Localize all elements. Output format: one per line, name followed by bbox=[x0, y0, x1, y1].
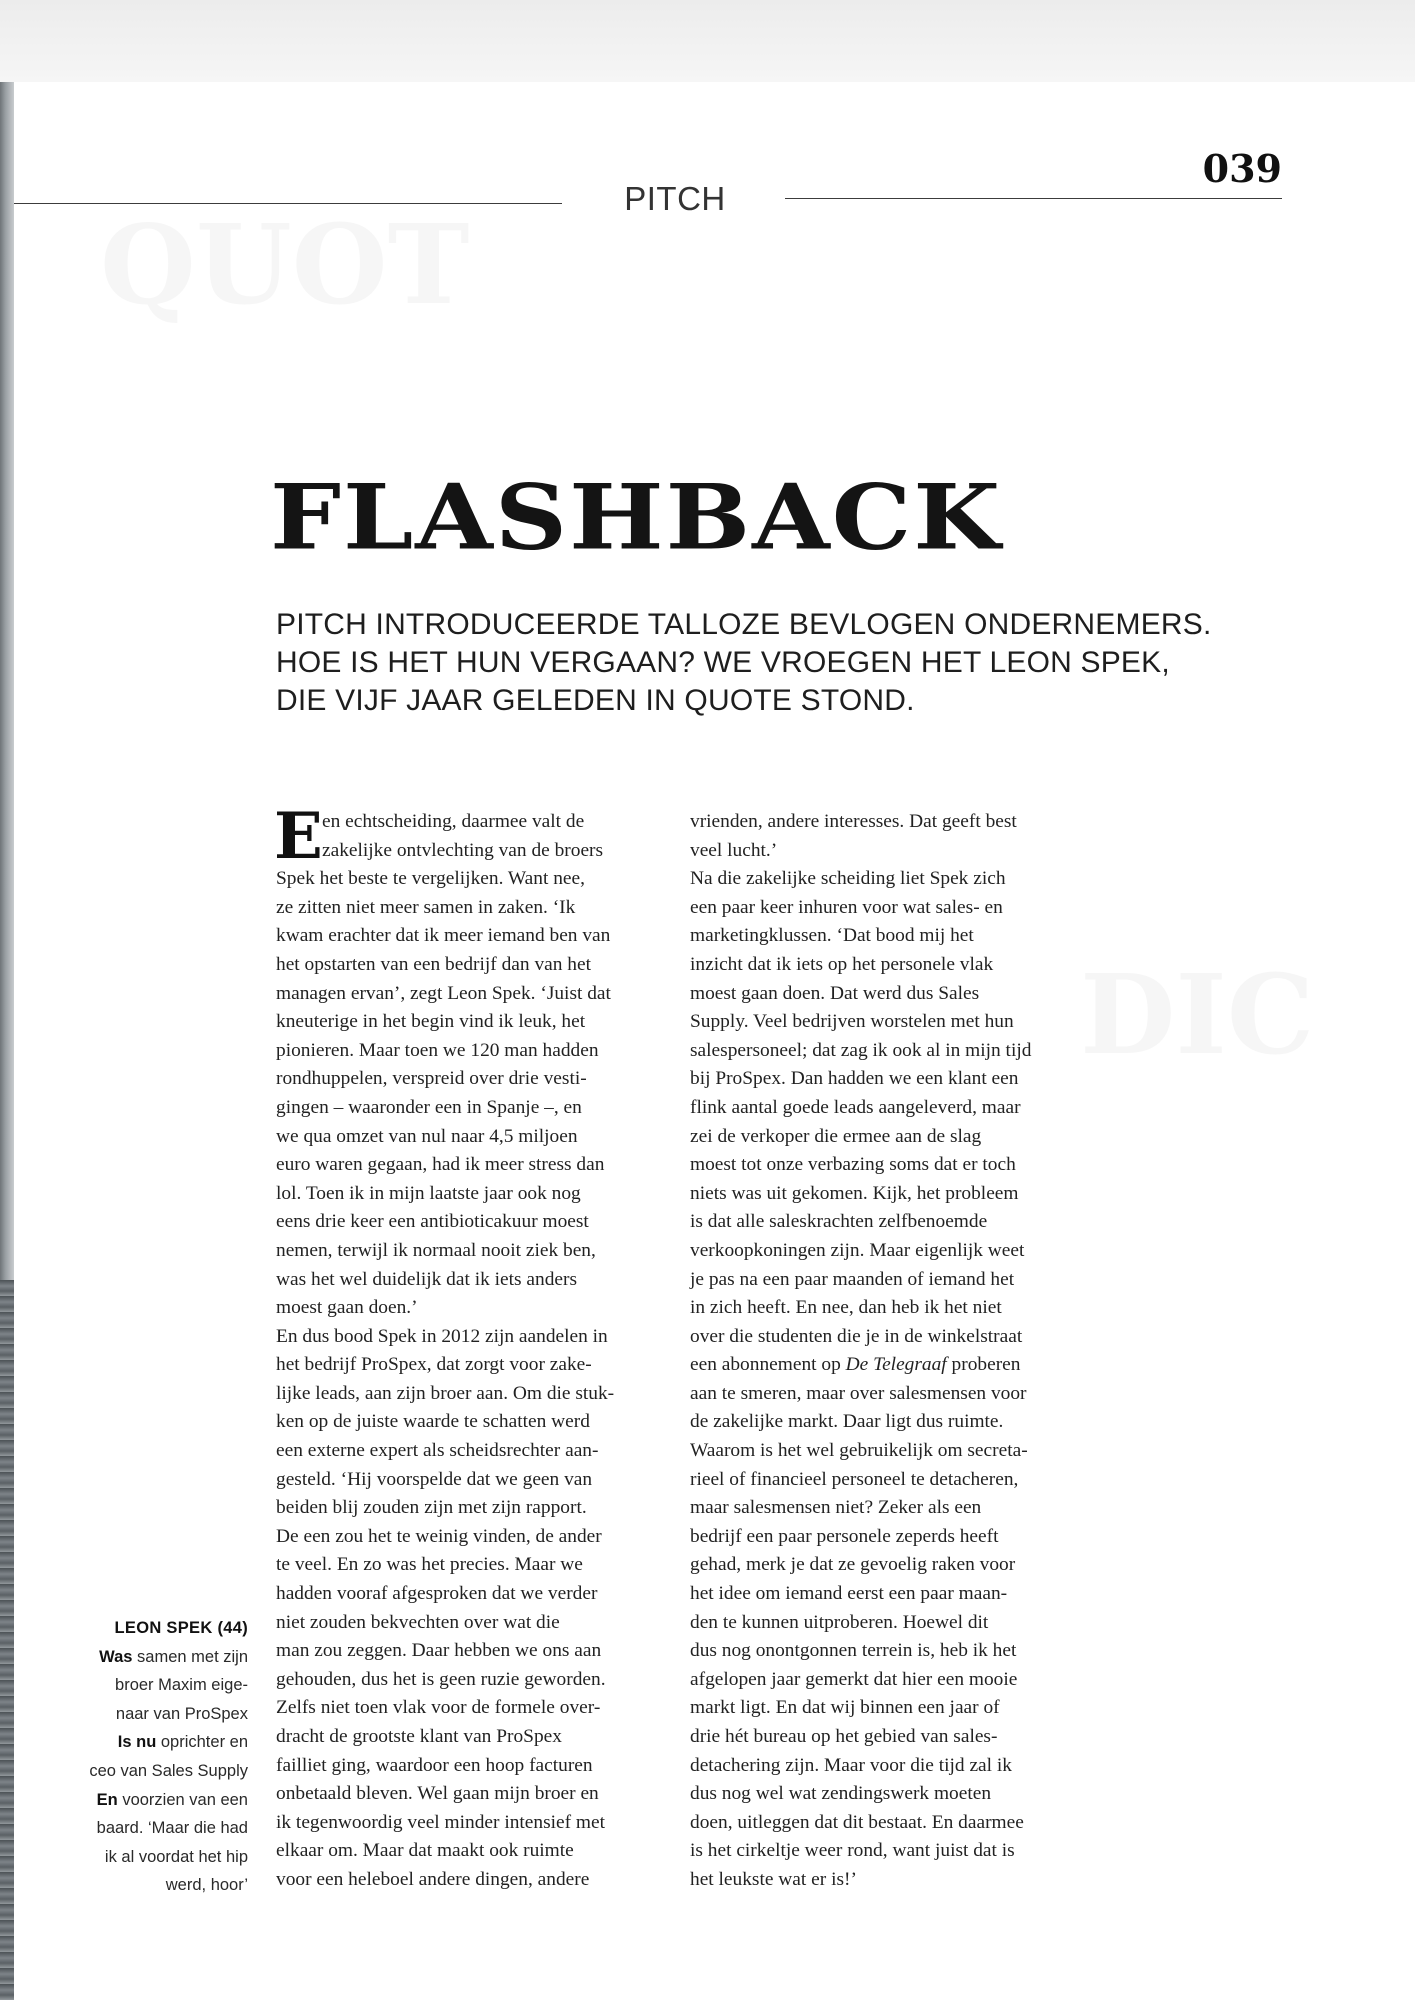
body-text-line: man zou zeggen. Daar hebben we ons aan bbox=[276, 1640, 602, 1662]
body-text-line: dus nog onontgonnen terrein is, heb ik het bbox=[690, 1640, 1017, 1662]
show-through-text bbox=[1080, 960, 1314, 1070]
body-text-line: rondhuppelen, verspreid over drie vesti- bbox=[276, 1068, 587, 1090]
body-text-line: doen, uitleggen dat dit bestaat. En daarmee bbox=[690, 1811, 1024, 1833]
body-text-line: een abonnement op De Telegraaf proberen bbox=[690, 1354, 1021, 1376]
body-text-line: aan te smeren, maar over salesmensen voor bbox=[690, 1382, 1027, 1404]
profile-label: Is nu bbox=[117, 1733, 157, 1752]
body-column-2 bbox=[690, 808, 1090, 1895]
profile-line bbox=[60, 1871, 248, 1900]
body-text-line: lol. Toen ik in mijn laatste jaar ook nog bbox=[276, 1182, 581, 1204]
body-text-line: bedrijf een paar personele zeperds heeft bbox=[690, 1525, 999, 1547]
body-text-line: dracht de grootste klant van ProSpex bbox=[276, 1726, 562, 1747]
body-text-line: is het cirkeltje weer rond, want juist dat is bbox=[690, 1840, 1015, 1862]
body-text-line: een externe expert als scheidsrechter aan- bbox=[276, 1440, 599, 1462]
body-text-line: gesteld. ‘Hij voorspelde dat we geen van bbox=[276, 1468, 593, 1490]
body-text-line: pionieren. Maar toen we 120 man hadden bbox=[276, 1039, 599, 1061]
body-text-line: is dat alle saleskrachten zelfbenoemde bbox=[690, 1211, 988, 1233]
body-text-line: failliet ging, waardoor een hoop facturen bbox=[276, 1754, 593, 1776]
profile-label: En bbox=[96, 1790, 118, 1809]
intro-line: HOE IS HET HUN VERGAAN? WE VROEGEN HET LEON SPEK, bbox=[276, 646, 1170, 679]
profile-text: samen met zijn bbox=[132, 1647, 248, 1666]
body-text-line: marketingklussen. ‘Dat bood mij het bbox=[690, 925, 974, 947]
body-text-line: hadden vooraf afgesproken dat we verder bbox=[276, 1583, 598, 1605]
body-text-line: en echtscheiding, daarmee valt de bbox=[322, 811, 585, 832]
body-text-line: maar salesmensen niet? Zeker als een bbox=[690, 1497, 982, 1519]
body-text-line: vrienden, andere interesses. Dat geeft best bbox=[690, 811, 1017, 832]
page-edge-photo bbox=[0, 1280, 14, 2000]
body-text-line: een paar keer inhuren voor wat sales- en bbox=[690, 896, 1003, 918]
body-text-line: flink aantal goede leads aangeleverd, maar bbox=[690, 1096, 1021, 1118]
header-rule-left bbox=[14, 203, 562, 204]
body-text-line: detachering zijn. Maar voor die tijd zal ik bbox=[690, 1754, 1012, 1776]
body-text-line: je pas na een paar maanden of iemand het bbox=[690, 1268, 1015, 1290]
body-text-line: zakelijke ontvlechting van de broers bbox=[322, 839, 604, 861]
profile-line bbox=[60, 1814, 248, 1843]
body-text-line: het leukste wat er is!’ bbox=[690, 1868, 857, 1890]
body-text-line: over die studenten die je in de winkelstraat bbox=[690, 1325, 1023, 1347]
body-text-line: het opstarten van een bedrijf dan van het bbox=[276, 953, 591, 975]
profile-label: Was bbox=[99, 1647, 133, 1666]
body-text-line: kneuterige in het begin vind ik leuk, het bbox=[276, 1011, 586, 1033]
article-intro bbox=[276, 606, 1212, 720]
profile-text: baard. ‘Maar die had bbox=[96, 1819, 248, 1838]
body-text-line: ze zitten niet meer samen in zaken. ‘Ik bbox=[276, 896, 576, 918]
body-text-line: in zich heeft. En nee, dan heb ik het niet bbox=[690, 1297, 1002, 1319]
body-text-line: lijke leads, aan zijn broer aan. Om die stuk- bbox=[276, 1382, 615, 1404]
profile-text: ik al voordat het hip bbox=[104, 1847, 248, 1866]
drop-cap: E bbox=[274, 799, 323, 874]
body-text-line: salespersoneel; dat zag ik ook al in mijn tijd bbox=[690, 1039, 1032, 1061]
body-text-line: moest gaan doen. Dat werd dus Sales bbox=[690, 982, 980, 1004]
body-text-line: gingen – waaronder een in Spanje –, en bbox=[276, 1096, 582, 1118]
profile-text: oprichter en bbox=[156, 1733, 248, 1752]
body-text-line: De een zou het te weinig vinden, de ander bbox=[276, 1525, 602, 1547]
scan-background bbox=[0, 0, 1415, 82]
body-text-line: ken op de juiste waarde te schatten werd bbox=[276, 1411, 590, 1433]
body-text-line: te veel. En zo was het precies. Maar we bbox=[276, 1554, 583, 1576]
body-text-line: drie hét bureau op het gebied van sales- bbox=[690, 1726, 998, 1747]
body-text-line: was het wel duidelijk dat ik iets anders bbox=[276, 1268, 578, 1290]
body-text-line: managen ervan’, zegt Leon Spek. ‘Juist dat bbox=[276, 982, 611, 1004]
body-text-line: het idee om iemand eerst een paar maan- bbox=[690, 1583, 1008, 1605]
profile-line bbox=[60, 1843, 248, 1872]
body-text-line: zei de verkoper die ermee aan de slag bbox=[690, 1125, 982, 1147]
body-text-line: beiden blij zouden zijn met zijn rapport. bbox=[276, 1497, 587, 1519]
body-text-line: inzicht dat ik iets op het personele vlak bbox=[690, 953, 994, 975]
body-text-line: de zakelijke markt. Daar ligt dus ruimte. bbox=[690, 1411, 1004, 1433]
body-text-line: den te kunnen uitproberen. Hoewel dit bbox=[690, 1611, 989, 1633]
profile-name: LEON SPEK (44) bbox=[114, 1619, 248, 1637]
intro-line: DIE VIJF JAAR GELEDEN IN QUOTE STOND. bbox=[276, 684, 915, 717]
profile-line bbox=[60, 1671, 248, 1700]
profile-line bbox=[60, 1786, 248, 1815]
body-text-line: Waarom is het wel gebruikelijk om secreta- bbox=[690, 1440, 1028, 1462]
profile-line bbox=[60, 1700, 248, 1729]
intro-line: PITCH INTRODUCEERDE TALLOZE BEVLOGEN ONDERNEMERS. bbox=[276, 608, 1212, 641]
body-text-line: kwam erachter dat ik meer iemand ben van bbox=[276, 925, 611, 947]
body-text-line: het bedrijf ProSpex, dat zorgt voor zake- bbox=[276, 1354, 592, 1376]
body-text-line: euro waren gegaan, had ik meer stress dan bbox=[276, 1154, 605, 1176]
body-text-line: elkaar om. Maar dat maakt ook ruimte bbox=[276, 1840, 574, 1862]
body-text-line: Na die zakelijke scheiding liet Spek zich bbox=[690, 868, 1006, 890]
profile-line bbox=[60, 1757, 248, 1786]
body-text-line: moest gaan doen.’ bbox=[276, 1297, 418, 1319]
body-text-line: niets was uit gekomen. Kijk, het probleem bbox=[690, 1182, 1019, 1204]
profile-line bbox=[60, 1643, 248, 1672]
body-text-line: bij ProSpex. Dan hadden we een klant een bbox=[690, 1068, 1019, 1090]
body-text-line: niet zouden bekvechten over wat die bbox=[276, 1611, 560, 1633]
section-label: PITCH bbox=[624, 180, 726, 217]
body-text-line: eens drie keer een antibioticakuur moest bbox=[276, 1211, 589, 1233]
publication-name: De Telegraaf bbox=[845, 1354, 947, 1376]
body-text-line: gehad, merk je dat ze gevoelig raken voor bbox=[690, 1554, 1016, 1576]
body-text-line: markt ligt. En dat wij binnen een jaar of bbox=[690, 1697, 1000, 1719]
body-text-line: rieel of financieel personeel te detacheren, bbox=[690, 1468, 1019, 1490]
body-text-line: En dus bood Spek in 2012 zijn aandelen in bbox=[276, 1325, 608, 1347]
page-number: 039 bbox=[1202, 146, 1282, 191]
body-text-line: ik tegenwoordig veel minder intensief met bbox=[276, 1811, 606, 1833]
body-text-line: Zelfs niet toen vlak voor de formele over- bbox=[276, 1697, 601, 1719]
profile-line bbox=[60, 1728, 248, 1757]
body-text-line: Supply. Veel bedrijven worstelen met hun bbox=[690, 1011, 1014, 1033]
body-text-line: moest tot onze verbazing soms dat er toch bbox=[690, 1154, 1016, 1176]
body-text-line: nemen, terwijl ik normaal nooit ziek ben, bbox=[276, 1239, 596, 1261]
profile-sidebar bbox=[60, 1614, 248, 1900]
header-rule-right bbox=[785, 198, 1282, 199]
body-text-line: gehouden, dus het is geen ruzie geworden. bbox=[276, 1668, 606, 1690]
body-text-line: voor een heleboel andere dingen, andere bbox=[276, 1868, 590, 1890]
body-text-line: veel lucht.’ bbox=[690, 839, 778, 861]
show-through-text bbox=[100, 210, 469, 320]
body-text-line: Spek het beste te vergelijken. Want nee, bbox=[276, 868, 585, 890]
profile-text: voorzien van een bbox=[117, 1790, 248, 1809]
body-text-line: we qua omzet van nul naar 4,5 miljoen bbox=[276, 1125, 578, 1147]
body-text-line: verkoopkoningen zijn. Maar eigenlijk weet bbox=[690, 1239, 1025, 1261]
body-text-line: afgelopen jaar gemerkt dat hier een mooie bbox=[690, 1668, 1018, 1690]
profile-text: ceo van Sales Supply bbox=[89, 1761, 248, 1780]
profile-text: naar van ProSpex bbox=[115, 1704, 248, 1723]
body-text-line: dus nog wel wat zendingswerk moeten bbox=[690, 1783, 992, 1805]
article-title: FLASHBACK bbox=[270, 463, 1003, 571]
body-text-line: onbetaald bleven. Wel gaan mijn broer en bbox=[276, 1783, 599, 1805]
profile-text: broer Maxim eige- bbox=[115, 1676, 248, 1695]
body-column-1 bbox=[274, 799, 666, 1895]
profile-text: werd, hoor’ bbox=[165, 1876, 248, 1895]
